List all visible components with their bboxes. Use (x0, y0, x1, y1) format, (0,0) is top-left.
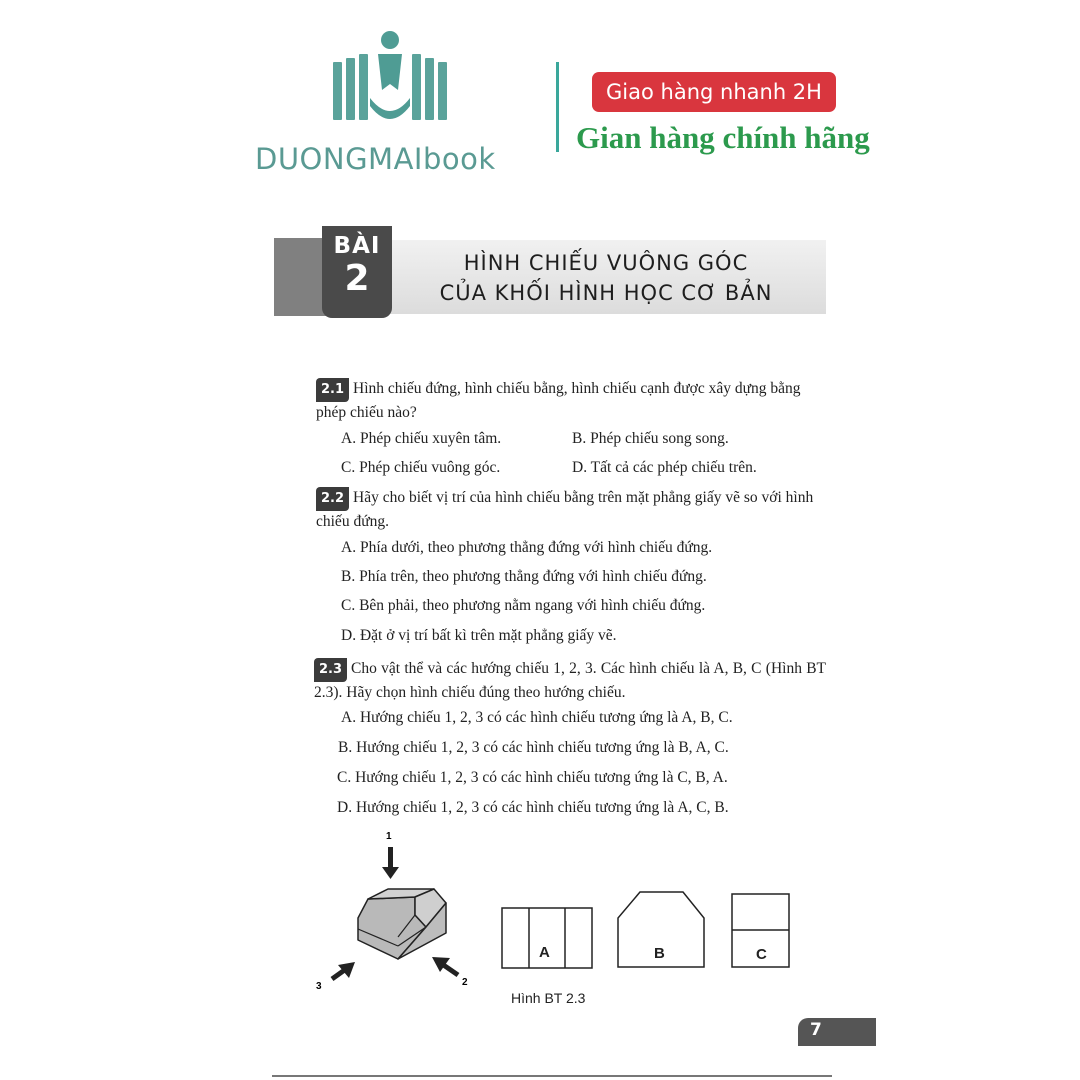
question-text: Cho vật thể và các hướng chiếu 1, 2, 3. Các hình chiếu là A, B, C (Hình BT 2.3). Hãy chọn hình chiếu đúng theo hướng chiếu. (314, 660, 826, 701)
lesson-title-line2: CỦA KHỐI HÌNH HỌC CƠ BẢN (439, 281, 773, 305)
question-number: 2.3 (314, 658, 347, 682)
shipping-badge: Giao hàng nhanh 2H (592, 72, 836, 112)
brand-name: DUONGMAIbook (255, 142, 496, 176)
view-label-b: B (654, 945, 665, 962)
question-number: 2.2 (316, 487, 349, 511)
header-divider (556, 62, 559, 152)
lesson-title (396, 248, 816, 308)
question-2-3 (314, 658, 826, 704)
option: D. Tất cả các phép chiếu trên. (572, 459, 757, 476)
isometric-object (358, 889, 446, 959)
question-2-1 (316, 378, 826, 424)
option: B. Phía trên, theo phương thẳng đứng với hình chiếu đứng. (341, 568, 707, 585)
option: C. Hướng chiếu 1, 2, 3 có các hình chiếu tương ứng là C, B, A. (337, 769, 728, 786)
direction-arrow-1 (382, 847, 399, 879)
figure-bt-2-3 (300, 825, 820, 995)
view-label-c: C (756, 946, 767, 963)
option: D. Hướng chiếu 1, 2, 3 có các hình chiếu tương ứng là A, C, B. (337, 799, 729, 816)
official-store-label: Gian hàng chính hãng (576, 120, 870, 155)
book-logo-icon (330, 28, 450, 138)
direction-arrow-3 (332, 962, 355, 979)
lesson-word: BÀI (333, 233, 381, 259)
option: A. Hướng chiếu 1, 2, 3 có các hình chiếu tương ứng là A, B, C. (341, 709, 733, 726)
question-number: 2.1 (316, 378, 349, 402)
figure-caption: Hình BT 2.3 (511, 990, 586, 1006)
option: A. Phép chiếu xuyên tâm. (341, 430, 502, 447)
direction-label-3: 3 (316, 981, 322, 992)
option: D. Đặt ở vị trí bất kì trên mặt phẳng giấy vẽ. (341, 627, 617, 644)
page-number: 7 (810, 1020, 822, 1040)
view-label-a: A (539, 944, 550, 961)
option: A. Phía dưới, theo phương thẳng đứng với hình chiếu đứng. (341, 539, 713, 556)
question-2-2 (316, 487, 826, 533)
lesson-badge (322, 226, 392, 318)
lesson-number: 2 (344, 258, 370, 299)
lesson-title-line1: HÌNH CHIẾU VUÔNG GÓC (463, 251, 749, 275)
question-text: Hãy cho biết vị trí của hình chiếu bằng trên mặt phẳng giấy vẽ so với hình chiếu đứng. (316, 489, 814, 530)
option: C. Bên phải, theo phương nằm ngang với hình chiếu đứng. (341, 597, 706, 614)
option: B. Hướng chiếu 1, 2, 3 có các hình chiếu tương ứng là B, A, C. (338, 739, 729, 756)
option: C. Phép chiếu vuông góc. (341, 459, 501, 476)
question-text: Hình chiếu đứng, hình chiếu bằng, hình chiếu cạnh được xây dựng bằng phép chiếu nào? (316, 380, 801, 421)
direction-label-1: 1 (386, 831, 392, 842)
bottom-rule (272, 1075, 832, 1077)
direction-arrow-2 (432, 957, 458, 975)
option: B. Phép chiếu song song. (572, 430, 729, 447)
direction-label-2: 2 (462, 977, 468, 988)
